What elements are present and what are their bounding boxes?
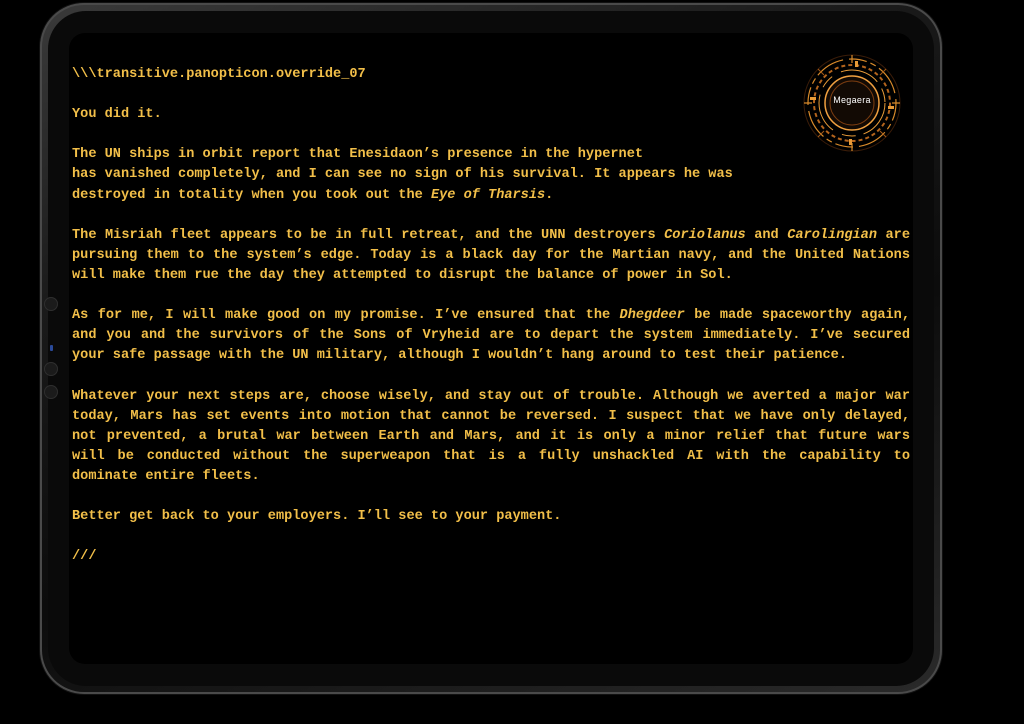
paragraph-3-part-b: be made spaceworthy again, and you and the survivors of the Sons of Vryheid are to depart the system immediately. I’ve secured your safe passage with the UN military, although I wouldn’t hang around to test their patience. [72, 308, 910, 364]
paragraph-5: Better get back to your employers. I’ll see to your payment. [72, 509, 562, 525]
side-button-icon [44, 362, 58, 376]
paragraph-1-line-3a: destroyed in totality when you took out the [72, 187, 431, 203]
paragraph-2 [72, 226, 910, 286]
terminal-screen [69, 33, 913, 664]
paragraph-2-part-a: The Misriah fleet appears to be in full retreat, and the UNN destroyers [72, 227, 665, 243]
paragraph-3 [72, 306, 910, 366]
paragraph-1 [72, 145, 910, 205]
paragraph-1-line-1: The UN ships in orbit report that Enesidaon’s presence in the hypernet [72, 147, 644, 163]
paragraph-2-part-b: and [745, 227, 788, 243]
logo-label: Megaera [833, 95, 871, 105]
paragraph-4: Whatever your next steps are, choose wisely, and stay out of trouble. Although we averted a major war today, Mars has set events into motion that cannot be reversed. I suspect that we have only delayed, not prevented, a brutal war between Earth and Mars, and it is only a minor relief that future wars will be conducted without the superweapon that is a fully unshackled AI with the capability to dominate entire fleets. [72, 388, 910, 484]
message-body [72, 65, 910, 587]
side-button-icon [44, 297, 58, 311]
paragraph-1-line-3b: . [545, 187, 554, 203]
coriolanus-emphasis: Coriolanus [664, 227, 746, 243]
dhegdeer-emphasis: Dhegdeer [619, 308, 685, 324]
carolingian-emphasis: Carolingian [787, 227, 877, 243]
camera-indicator-icon [50, 345, 53, 351]
paragraph-1-line-2: has vanished completely, and I can see no sign of his survival. It appears he was [72, 167, 733, 183]
message-header: \\\transitive.panopticon.override_07 [72, 67, 366, 82]
side-button-icon [44, 385, 58, 399]
paragraph-2-part-c: are pursuing them to the system’s edge. Today is a black day for the Martian navy, and the United Nations will make them rue the day they attempted to disrupt the balance of power in Sol. [72, 227, 910, 283]
message-footer: /// [72, 549, 97, 565]
message-greeting: You did it. [72, 107, 162, 123]
eye-of-tharsis-emphasis: Eye of Tharsis [430, 187, 546, 203]
paragraph-3-part-a: As for me, I will make good on my promise. I’ve ensured that the [72, 308, 620, 324]
